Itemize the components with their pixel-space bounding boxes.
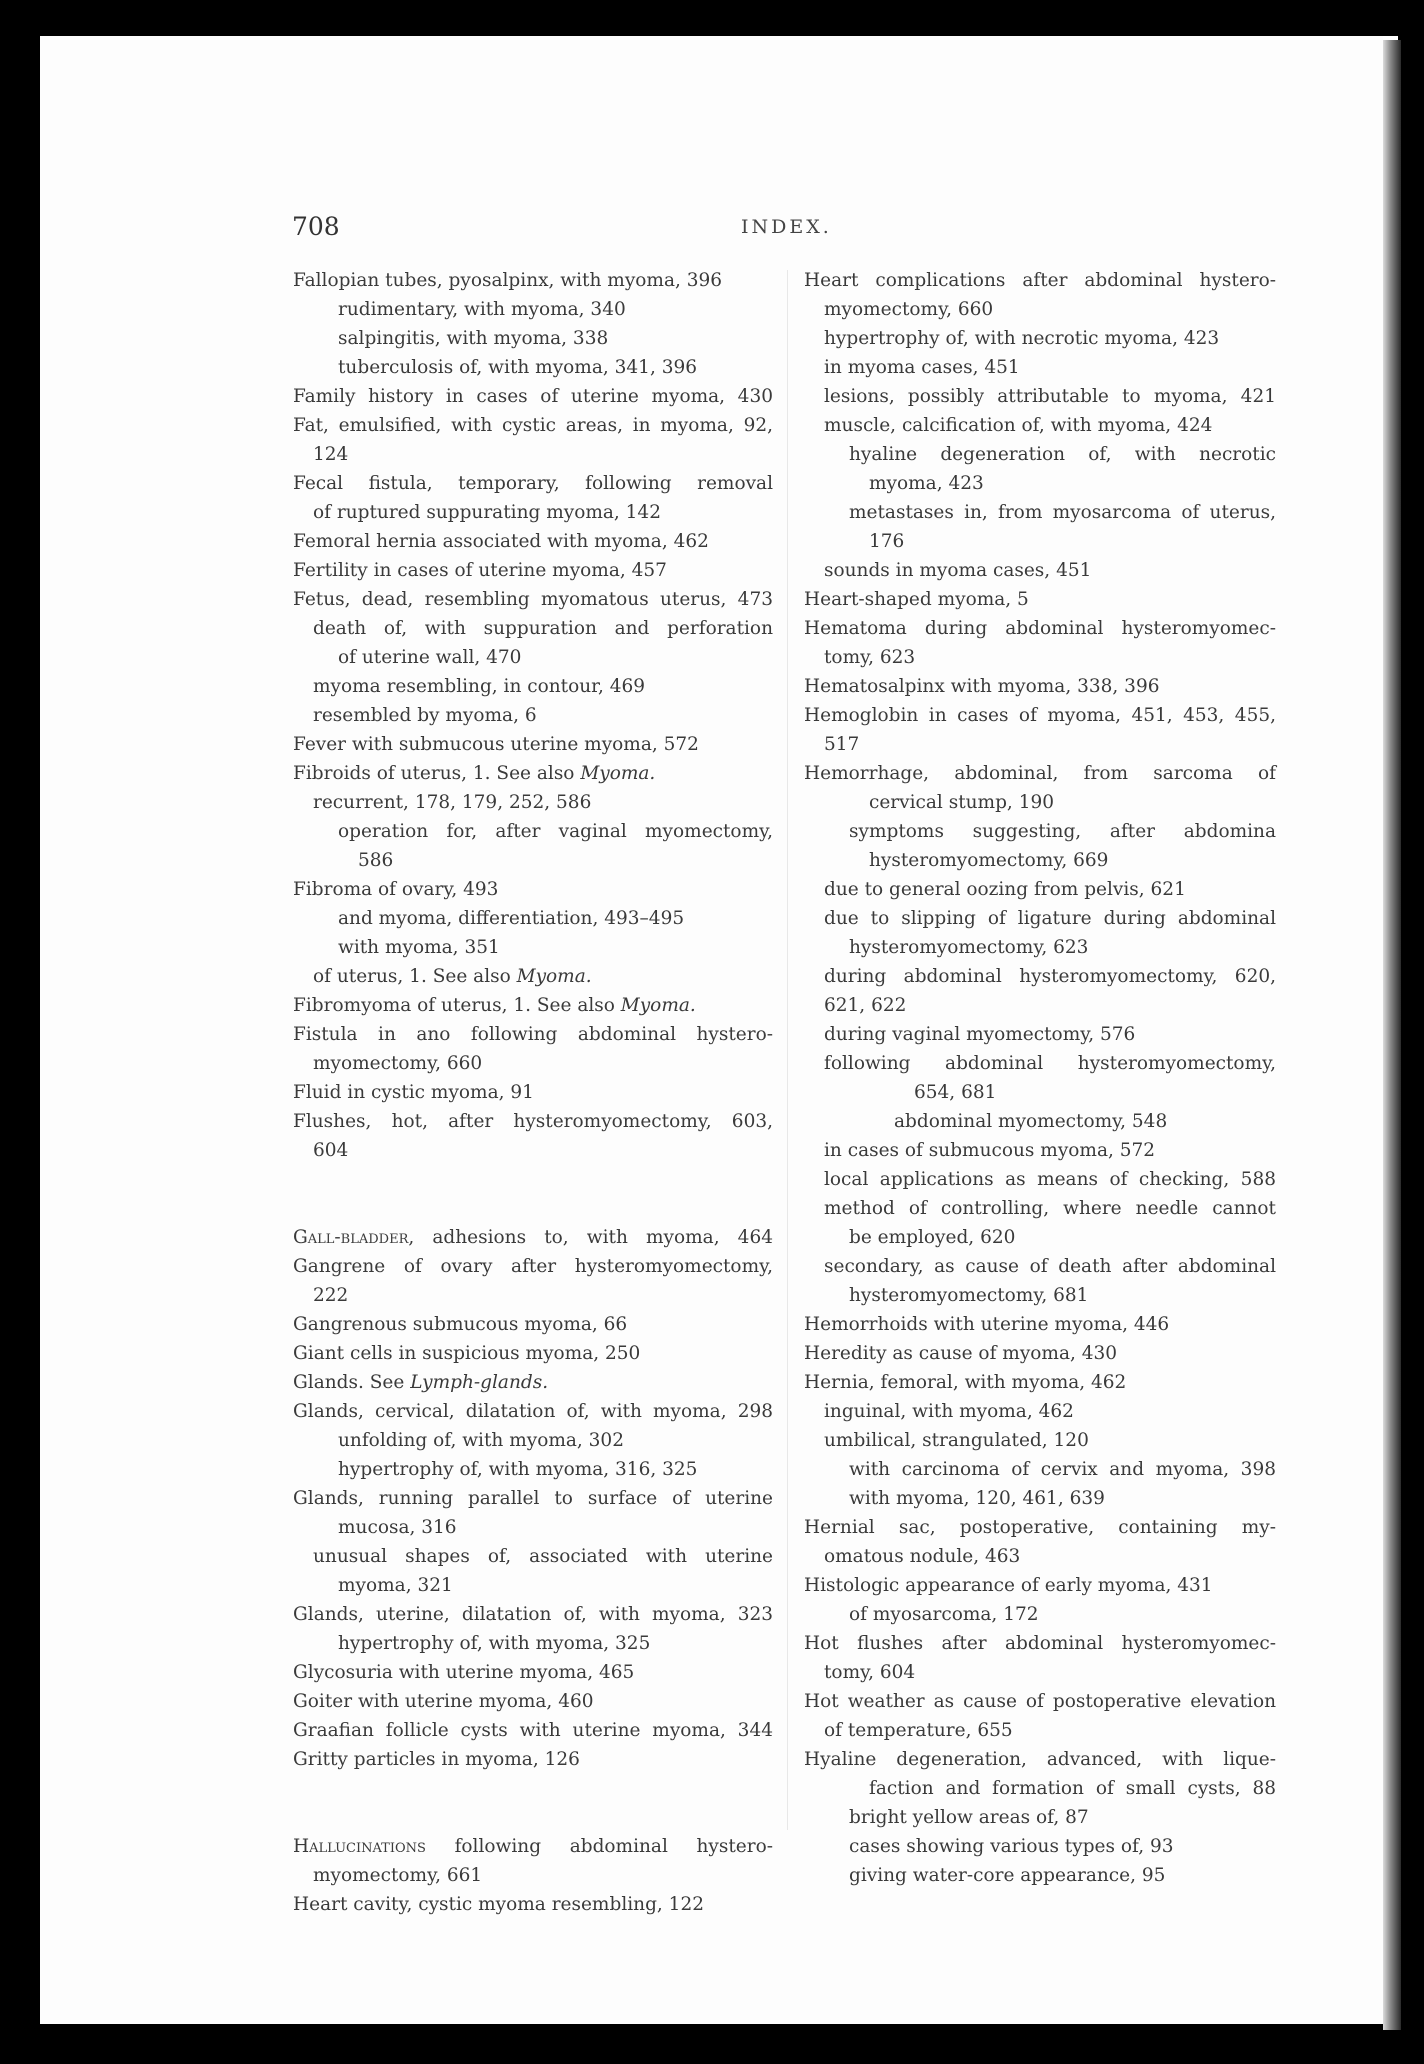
index-entry-text: Heredity as cause of myoma, 430 [804, 1343, 1118, 1364]
index-entry-text: Histologic appearance of early myoma, 431 [804, 1575, 1213, 1596]
index-entry-line [849, 440, 1276, 469]
index-entry-line [804, 1629, 1276, 1658]
index-entry-text: cervical stump, 190 [869, 792, 1055, 813]
index-entry-line [293, 1890, 773, 1919]
index-entry-line [824, 1426, 1276, 1455]
index-entry-text: in cases of submucous myoma, 572 [824, 1140, 1156, 1161]
index-entry-text: Heart-shaped myoma, 5 [804, 589, 1029, 610]
index-entry-line [293, 1803, 773, 1832]
index-entry-text: Giant cells in suspicious myoma, 250 [293, 1343, 641, 1364]
index-entry-text: of ruptured suppurating myoma, 142 [313, 502, 661, 523]
index-entry-text: 124 [313, 444, 349, 465]
index-entry-line [293, 382, 773, 411]
index-entry-text: Heart complications after abdominal hystero- [804, 270, 1276, 291]
index-entry-text: Goiter with uterine myoma, 460 [293, 1691, 594, 1712]
index-entry-line [338, 1426, 773, 1455]
index-entry-line [338, 643, 773, 672]
index-entry-text: Gangrenous submucous myoma, 66 [293, 1314, 628, 1335]
index-heading-smallcaps: Gall-bladder, [293, 1227, 415, 1248]
index-entry-text: Hernia, femoral, with myoma, 462 [804, 1372, 1127, 1393]
cross-reference-italic: Myoma. [516, 966, 592, 987]
index-entry-text: Hemorrhoids with uterine myoma, 446 [804, 1314, 1170, 1335]
index-entry-line [293, 1165, 773, 1194]
index-entry-text: following abdominal hystero- [425, 1836, 773, 1857]
index-entry-text: 517 [824, 734, 860, 755]
index-entry-line [824, 1658, 1276, 1687]
index-entry-text: myoma, 423 [869, 473, 984, 494]
index-entry-line [804, 1310, 1276, 1339]
index-entry-line [293, 1020, 773, 1049]
index-entry-line [338, 1629, 773, 1658]
index-entry-text: Fistula in ano following abdominal hystero- [293, 1024, 773, 1045]
index-entry-text: Fever with submucous uterine myoma, 572 [293, 734, 699, 755]
index-entry-line [293, 1339, 773, 1368]
index-entry-line [824, 730, 1276, 759]
index-entry-text: due to slipping of ligature during abdominal [824, 908, 1276, 929]
index-entry-text: Fetus, dead, resembling myomatous uterus, 473 [293, 589, 773, 610]
index-entry-text: of uterus, 1. See also [313, 966, 517, 987]
index-entry-line [804, 1687, 1276, 1716]
index-entry-text: Fibroma of ovary, 493 [293, 879, 499, 900]
index-entry-line [293, 1368, 773, 1397]
index-entry-line [849, 1455, 1276, 1484]
index-entry-text: during vaginal myomectomy, 576 [824, 1024, 1136, 1045]
index-entry-line [338, 324, 773, 353]
index-entry-text: with myoma, 351 [338, 937, 500, 958]
index-entry-text: hypertrophy of, with necrotic myoma, 423 [824, 328, 1220, 349]
index-entry-line [849, 933, 1276, 962]
index-entry-line [313, 788, 773, 817]
index-entry-line [824, 1049, 1276, 1078]
index-entry-line [824, 904, 1276, 933]
cross-reference-italic: Myoma. [620, 995, 696, 1016]
index-entry-text: 604 [313, 1140, 349, 1161]
index-entry-text: of temperature, 655 [824, 1720, 1013, 1741]
index-entry-text: Heart cavity, cystic myoma resembling, 122 [293, 1894, 704, 1915]
index-entry-text: myomectomy, 660 [313, 1053, 483, 1074]
scan-border-right [1398, 0, 1424, 2064]
index-entry-line [338, 295, 773, 324]
index-entry-text: Gangrene of ovary after hysteromyomectomy, [293, 1256, 773, 1277]
index-entry-text: hysteromyomectomy, 681 [849, 1285, 1089, 1306]
index-entry-text: tuberculosis of, with myoma, 341, 396 [338, 357, 698, 378]
index-entry-text: operation for, after vaginal myomectomy, [338, 821, 773, 842]
index-entry-text: omatous nodule, 463 [824, 1546, 1021, 1567]
index-entry-text: Fibroids of uterus, 1. See also [293, 763, 581, 784]
index-entry-line [293, 585, 773, 614]
index-entry-text: Fat, emulsified, with cystic areas, in myoma, 92, [293, 415, 773, 436]
index-entry-line [293, 1716, 773, 1745]
index-entry-line [824, 353, 1276, 382]
index-entry-text: adhesions to, with myoma, 464 [414, 1227, 773, 1248]
index-entry-text: hyaline degeneration of, with necrotic [849, 444, 1276, 465]
index-entry-line [849, 1223, 1276, 1252]
index-entry-line [849, 498, 1276, 527]
index-entry-line [824, 411, 1276, 440]
index-entry-line [313, 1281, 773, 1310]
index-entry-text: 176 [869, 531, 905, 552]
index-entry-text: Hernial sac, postoperative, containing my- [804, 1517, 1276, 1538]
index-entry-text: Family history in cases of uterine myoma, 430 [293, 386, 773, 407]
index-entry-text: metastases in, from myosarcoma of uterus, [849, 502, 1276, 523]
index-entry-line [313, 498, 773, 527]
index-entry-line [824, 1020, 1276, 1049]
index-entry-line [824, 382, 1276, 411]
index-entry-line [293, 1600, 773, 1629]
index-entry-line [293, 1107, 773, 1136]
index-entry-line [894, 1107, 1276, 1136]
index-entry-line [849, 1832, 1276, 1861]
index-entry-line [824, 1252, 1276, 1281]
index-entry-text: unfolding of, with myoma, 302 [338, 1430, 624, 1451]
index-entry-line [804, 1571, 1276, 1600]
index-entry-text: Hemorrhage, abdominal, from sarcoma of [804, 763, 1276, 784]
index-entry-text: Fluid in cystic myoma, 91 [293, 1082, 534, 1103]
index-entry-text: method of controlling, where needle cannot [824, 1198, 1276, 1219]
index-entry-text: with myoma, 120, 461, 639 [849, 1488, 1105, 1509]
index-entry-text: in myoma cases, 451 [824, 357, 1020, 378]
index-entry-line [338, 817, 773, 846]
index-entry-line [293, 1223, 773, 1252]
index-entry-line [849, 817, 1276, 846]
index-entry-text: hysteromyomectomy, 623 [849, 937, 1089, 958]
index-entry-line [804, 1368, 1276, 1397]
index-entry-text: and myoma, differentiation, 493–495 [338, 908, 685, 929]
column-divider [787, 270, 788, 1830]
index-entry-text: myomectomy, 660 [824, 299, 994, 320]
index-entry-text: cases showing various types of, 93 [849, 1836, 1174, 1857]
index-entry-line [824, 1136, 1276, 1165]
index-entry-text: muscle, calcification of, with myoma, 424 [824, 415, 1213, 436]
scan-border-top [0, 0, 1424, 36]
index-entry-text: be employed, 620 [849, 1227, 1016, 1248]
cross-reference-italic: Lymph-glands. [410, 1372, 549, 1393]
index-entry-text: due to general oozing from pelvis, 621 [824, 879, 1186, 900]
index-entry-text: death of, with suppuration and perforation [313, 618, 773, 639]
index-entry-text: tomy, 623 [824, 647, 916, 668]
index-entry-line [313, 701, 773, 730]
index-entry-line [849, 1600, 1276, 1629]
index-entry-text: unusual shapes of, associated with uterine [313, 1546, 773, 1567]
index-entry-text: Glands, running parallel to surface of uterine [293, 1488, 773, 1509]
index-entry-text: Femoral hernia associated with myoma, 462 [293, 531, 709, 552]
index-entry-text: recurrent, 178, 179, 252, 586 [313, 792, 592, 813]
index-entry-text: hypertrophy of, with myoma, 316, 325 [338, 1459, 698, 1480]
index-entry-text: sounds in myoma cases, 451 [824, 560, 1092, 581]
index-entry-line [293, 1745, 773, 1774]
index-entry-line [804, 759, 1276, 788]
index-entry-line [293, 1832, 773, 1861]
index-entry-line [293, 759, 773, 788]
running-head: INDEX. [741, 216, 832, 238]
index-entry-text: Hot flushes after abdominal hysteromyomec- [804, 1633, 1276, 1654]
index-entry-line [849, 1803, 1276, 1832]
index-entry-line [824, 962, 1276, 991]
index-entry-line [313, 1861, 773, 1890]
index-entry-line [804, 266, 1276, 295]
index-entry-line [313, 1542, 773, 1571]
index-entry-line [849, 1484, 1276, 1513]
index-entry-line [804, 1513, 1276, 1542]
index-entry-text: of myosarcoma, 172 [849, 1604, 1039, 1625]
index-entry-line [313, 440, 773, 469]
index-entry-line [824, 295, 1276, 324]
index-entry-line [338, 904, 773, 933]
index-entry-text: Hematoma during abdominal hysteromyomec- [804, 618, 1276, 639]
index-entry-line [338, 933, 773, 962]
index-entry-text: Glycosuria with uterine myoma, 465 [293, 1662, 635, 1683]
index-entry-line [293, 1252, 773, 1281]
index-entry-text: with carcinoma of cervix and myoma, 398 [849, 1459, 1276, 1480]
index-entry-text: during abdominal hysteromyomectomy, 620, [824, 966, 1276, 987]
index-entry-line [293, 991, 773, 1020]
index-entry-line [313, 614, 773, 643]
index-entry-line [804, 614, 1276, 643]
index-entry-text: tomy, 604 [824, 1662, 916, 1683]
index-entry-line [824, 1542, 1276, 1571]
index-entry-line [293, 1194, 773, 1223]
index-entry-line [824, 643, 1276, 672]
index-entry-line [849, 1281, 1276, 1310]
index-entry-text: Hemoglobin in cases of myoma, 451, 453, 455, [804, 705, 1276, 726]
index-entry-line [293, 1310, 773, 1339]
index-entry-text: Glands. See [293, 1372, 411, 1393]
index-entry-text: Fallopian tubes, pyosalpinx, with myoma, 396 [293, 270, 723, 291]
index-entry-line [338, 1455, 773, 1484]
index-entry-line [293, 411, 773, 440]
index-entry-line [804, 701, 1276, 730]
index-entry-line [293, 875, 773, 904]
index-entry-line [293, 266, 773, 295]
index-entry-text: Fibromyoma of uterus, 1. See also [293, 995, 621, 1016]
index-entry-text: 621, 622 [824, 995, 907, 1016]
index-entry-text: Hyaline degeneration, advanced, with lique- [804, 1749, 1276, 1770]
index-entry-line [313, 672, 773, 701]
index-entry-text: lesions, possibly attributable to myoma, 421 [824, 386, 1276, 407]
index-entry-line [869, 469, 1276, 498]
index-entry-text: Gritty particles in myoma, 126 [293, 1749, 580, 1770]
index-entry-text: faction and formation of small cysts, 88 [869, 1778, 1276, 1799]
index-entry-line [293, 1484, 773, 1513]
index-entry-text: following abdominal hysteromyomectomy, [824, 1053, 1276, 1074]
index-entry-text: inguinal, with myoma, 462 [824, 1401, 1074, 1422]
index-entry-line [313, 1136, 773, 1165]
index-entry-line [869, 527, 1276, 556]
index-entry-line [293, 1397, 773, 1426]
index-entry-text: giving water-core appearance, 95 [849, 1865, 1166, 1886]
index-entry-text: salpingitis, with myoma, 338 [338, 328, 609, 349]
index-entry-line [914, 1078, 1276, 1107]
index-entry-text: umbilical, strangulated, 120 [824, 1430, 1089, 1451]
index-entry-line [293, 1774, 773, 1803]
index-entry-line [869, 846, 1276, 875]
index-entry-line [824, 1165, 1276, 1194]
scan-border-left [0, 0, 40, 2064]
page-number: 708 [292, 212, 340, 241]
index-entry-line [293, 1078, 773, 1107]
index-entry-line [804, 1745, 1276, 1774]
index-entry-text: Graafian follicle cysts with uterine myoma, 344 [293, 1720, 773, 1741]
cross-reference-italic: Myoma. [580, 763, 656, 784]
index-entry-text: myoma resembling, in contour, 469 [313, 676, 646, 697]
index-entry-text: Glands, uterine, dilatation of, with myoma, 323 [293, 1604, 773, 1625]
index-entry-line [293, 556, 773, 585]
index-entry-line [824, 875, 1276, 904]
index-entry-text: local applications as means of checking, 588 [824, 1169, 1276, 1190]
index-entry-text: of uterine wall, 470 [338, 647, 522, 668]
index-entry-text: 222 [313, 1285, 349, 1306]
index-entry-text: 586 [358, 850, 394, 871]
index-entry-text: 654, 681 [914, 1082, 997, 1103]
index-entry-line [313, 962, 773, 991]
book-fore-edge [1383, 40, 1401, 2030]
index-entry-line [824, 991, 1276, 1020]
index-entry-line [293, 1658, 773, 1687]
index-entry-line [338, 353, 773, 382]
index-entry-text: hysteromyomectomy, 669 [869, 850, 1109, 871]
index-entry-text: bright yellow areas of, 87 [849, 1807, 1089, 1828]
index-heading-smallcaps: Hallucinations [293, 1836, 426, 1857]
index-entry-line [313, 1049, 773, 1078]
index-entry-line [338, 1513, 773, 1542]
index-entry-text: Hot weather as cause of postoperative elevation [804, 1691, 1276, 1712]
index-entry-text: Glands, cervical, dilatation of, with myoma, 298 [293, 1401, 773, 1422]
index-entry-line [293, 469, 773, 498]
index-entry-line [849, 1861, 1276, 1890]
index-entry-line [804, 672, 1276, 701]
index-entry-line [338, 1571, 773, 1600]
scan-border-bottom [0, 2024, 1424, 2064]
index-entry-line [824, 1397, 1276, 1426]
index-entry-line [824, 1194, 1276, 1223]
index-entry-text: myoma, 321 [338, 1575, 453, 1596]
index-entry-line [824, 324, 1276, 353]
index-entry-line [293, 730, 773, 759]
index-entry-line [804, 585, 1276, 614]
index-entry-text: Flushes, hot, after hysteromyomectomy, 603, [293, 1111, 773, 1132]
index-entry-line [824, 556, 1276, 585]
index-entry-text: mucosa, 316 [338, 1517, 457, 1538]
index-entry-line [804, 1339, 1276, 1368]
index-entry-text: Hematosalpinx with myoma, 338, 396 [804, 676, 1160, 697]
index-entry-line [358, 846, 773, 875]
index-entry-line [293, 1687, 773, 1716]
index-entry-line [824, 1716, 1276, 1745]
index-entry-text: myomectomy, 661 [313, 1865, 483, 1886]
index-entry-line [293, 527, 773, 556]
index-entry-text: resembled by myoma, 6 [313, 705, 537, 726]
index-entry-text: Fecal fistula, temporary, following removal [293, 473, 773, 494]
index-entry-text: secondary, as cause of death after abdominal [824, 1256, 1276, 1277]
index-entry-line [869, 1774, 1276, 1803]
index-entry-line [869, 788, 1276, 817]
index-entry-text: Fertility in cases of uterine myoma, 457 [293, 560, 667, 581]
index-entry-text: abdominal myomectomy, 548 [894, 1111, 1168, 1132]
index-entry-text: rudimentary, with myoma, 340 [338, 299, 626, 320]
index-entry-text: hypertrophy of, with myoma, 325 [338, 1633, 651, 1654]
index-entry-text: symptoms suggesting, after abdomina [849, 821, 1276, 842]
